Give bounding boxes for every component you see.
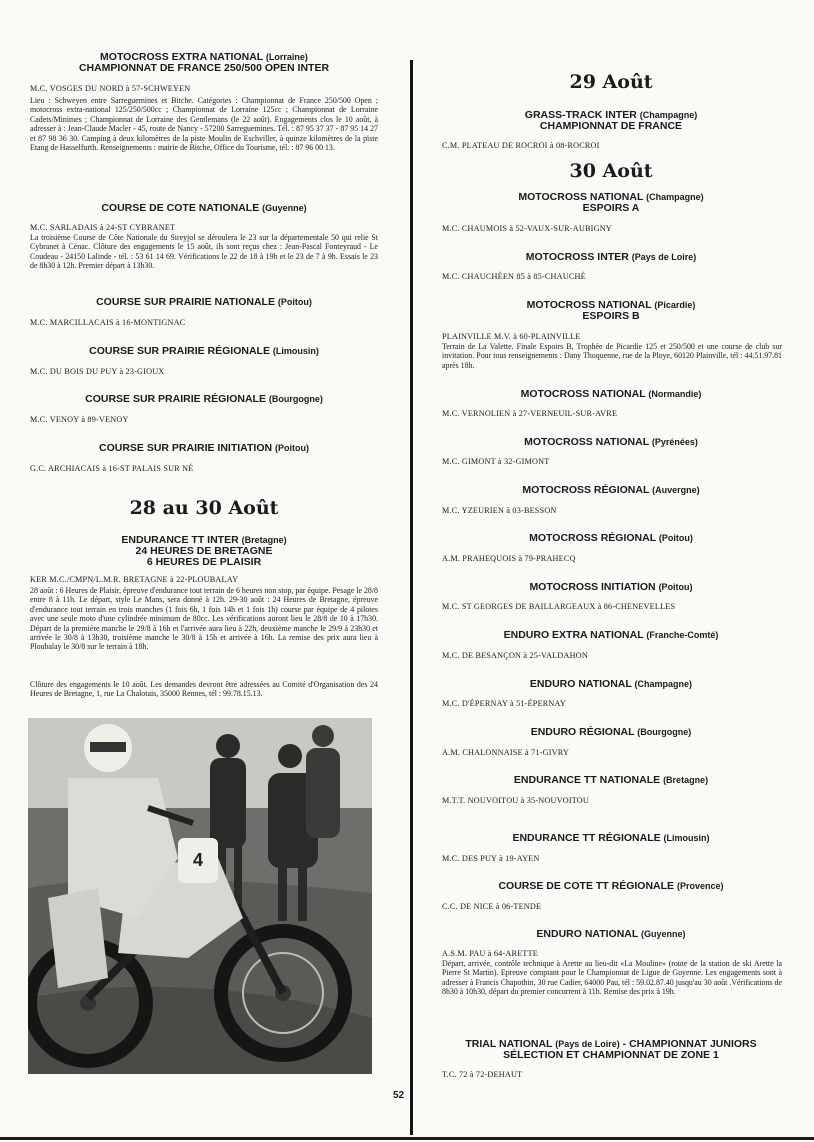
event-region: (Guyenne) <box>262 203 307 213</box>
event-region: (Limousin) <box>663 833 710 843</box>
organizer: PLAINVILLE M.V. à 60-PLAINVILLE <box>442 332 581 341</box>
event-title: MOTOCROSS NATIONAL <box>524 436 649 448</box>
organizer: G.C. ARCHIACAIS à 16-ST PALAIS SUR NÉ <box>30 464 194 473</box>
event-subtitle: CHAMPIONNAT DE FRANCE <box>539 120 683 132</box>
event-title: MOTOCROSS NATIONAL <box>526 299 652 311</box>
svg-text:4: 4 <box>192 850 204 870</box>
event-enduro-bourgogne <box>438 727 784 738</box>
event-subtitle: 24 HEURES DE BRETAGNE <box>135 545 273 557</box>
event-region: (Franche-Comté) <box>646 630 719 640</box>
event-title: MOTOCROSS NATIONAL <box>520 388 646 400</box>
event-title: ENDURANCE TT RÉGIONALE <box>512 832 661 844</box>
event-title: COURSE SUR PRAIRIE NATIONALE <box>96 296 275 308</box>
organizer: M.C. ST GEORGES DE BAILLARGEAUX à 86-CHENEVELLES <box>442 602 676 611</box>
motocross-rider-photo <box>28 718 372 1074</box>
event-motocross-pays-de-loire <box>438 252 784 263</box>
event-title: ENDURO RÉGIONAL <box>530 726 635 738</box>
event-course-de-cote-guyenne <box>30 203 378 214</box>
event-title: COURSE DE COTE NATIONALE <box>101 202 260 214</box>
event-region: (Poitou) <box>658 533 693 543</box>
event-subtitle: ESPOIRS B <box>582 310 640 322</box>
event-title: ENDURANCE TT INTER <box>121 534 239 546</box>
date-heading: 28 au 30 Août <box>129 497 279 519</box>
event-subtitle: SÉLECTION ET CHAMPIONNAT DE ZONE 1 <box>503 1049 719 1061</box>
event-details: Lieu : Schweyen entre Sarreguemines et Bitche. Catégories : Championnat de France 250/500 Open ; motocross extra-national 125/250/500cc ; Championnat de Lorraine 125cc ; Championnat de Lorraine Cadets/Minimes ; Championnat de Lorraine des Gentlemans (le 22 août). Engagements clos le 10 août, à adresser à : Jean-Claude Macler - 45, route de Nancy - 57200 Sarreguemines. Tél. : 87 95 37 37 - 87 95 14 27 et 87 98 36 30. Camping à deux kilomètres de la piste Moulin de Eschviller, à quinze kilomètres de la piste Etang de Hasselfurth. Renseignements : mairie de Bitche, Office du Tourisme, tél. : 87 96 00 13. <box>30 96 378 153</box>
event-motocross-poitou <box>438 533 784 544</box>
organizer: M.C. VOSGES DU NORD à 57-SCHWEYEN <box>30 84 191 93</box>
column-divider <box>410 60 413 1135</box>
organizer: A.M. PRAHEQUOIS à 79-PRAHECQ <box>442 554 576 563</box>
date-heading: 29 Août <box>569 71 653 93</box>
organizer: M.C. CHAUCHÉEN 85 à 85-CHAUCHÉ <box>442 272 586 281</box>
event-motocross-lorraine <box>30 52 378 74</box>
organizer: M.C. DES PUY à 19-AYEN <box>442 854 540 863</box>
event-motocross-auvergne <box>438 485 784 496</box>
organizer: A.S.M. PAU à 64-ARETTE <box>442 949 538 958</box>
event-region: (Pyrénées) <box>651 437 698 447</box>
event-details-closing: Clôture des engagements le 10 août. Les demandes devront être adressées au Comité d'Organisation des 24 Heures de Bretagne, 1, rue La Chalotais, 35000 Rennes, tél : 99.78.15.13. <box>30 680 378 699</box>
organizer: M.C. VERNOLIEN à 27-VERNEUIL-SUR-AVRE <box>442 409 618 418</box>
event-motocross-initiation <box>438 582 784 593</box>
event-enduro-champagne <box>438 679 784 690</box>
event-subtitle: CHAMPIONNAT DE FRANCE 250/500 OPEN INTER <box>78 62 330 74</box>
event-motocross-picardie <box>438 300 784 322</box>
event-title: MOTOCROSS EXTRA NATIONAL <box>100 51 263 63</box>
event-prairie-bourgogne <box>30 394 378 405</box>
organizer: M.C. VENOY à 89-VENOY <box>30 415 129 424</box>
organizer: M.C. CHAUMOIS à 52-VAUX-SUR-AUBIGNY <box>442 224 612 233</box>
organizer: C.M. PLATEAU DE ROCROI à 08-ROCROI <box>442 141 600 150</box>
event-region: (Bourgogne) <box>637 727 692 737</box>
event-region: (Poitou) <box>658 582 693 592</box>
event-endurance-bretagne-nationale <box>438 775 784 786</box>
event-title: MOTOCROSS INITIATION <box>529 581 656 593</box>
event-region: (Picardie) <box>654 300 696 310</box>
event-title: MOTOCROSS RÉGIONAL <box>529 532 656 544</box>
event-grass-track <box>438 110 784 132</box>
event-title: COURSE DE COTE TT RÉGIONALE <box>498 880 675 892</box>
event-trial-pays-de-loire <box>438 1039 784 1061</box>
event-prairie-poitou <box>30 297 378 308</box>
event-enduro-franche-comte <box>438 630 784 641</box>
event-region: (Pays de Loire) <box>555 1039 620 1049</box>
organizer: A.M. CHALONNAISE à 71-GIVRY <box>442 748 570 757</box>
event-region: (Bretagne) <box>663 775 709 785</box>
event-region: (Champagne) <box>646 192 704 202</box>
event-title: MOTOCROSS NATIONAL <box>518 191 644 203</box>
event-details: Terrain de La Valette. Finale Espoirs B, Trophée de Picardie 125 et 250/500 et une course de club sur invitation. Pour tous renseignements : Dany Thoquenne, rue de la Ploye, 60120 Plainville, tél : 44.51.97.81 après 18h. <box>442 342 782 370</box>
event-title: GRASS-TRACK INTER <box>524 109 637 121</box>
event-title: ENDURO NATIONAL <box>536 928 639 940</box>
event-details: Départ, arrivée, contrôle technique à Arette au lieu-dit «La Mouline» (route de la station de ski Arette la Pierre St Martin). Epreuve comptant pour le Championnat de Ligue de Guyenne. Les engagements sont à adresser à Francis Chapothin, 30 rue Cadier, 64000 Pau, tél : 59.02.87.40 jusqu'au 30 août .Vérifications de 8h30 à 10h30, départ du premier concurrent à 11h. Remise des prix à 19h. <box>442 959 782 997</box>
organizer: C.C. DE NICE à 06-TENDE <box>442 902 542 911</box>
event-motocross-pyrenees <box>438 437 784 448</box>
event-title: ENDURANCE TT NATIONALE <box>513 774 661 786</box>
event-title: TRIAL NATIONAL <box>465 1038 553 1050</box>
event-region: (Pays de Loire) <box>631 252 697 262</box>
organizer: M.C. DU BOIS DU PUY à 23-GIOUX <box>30 367 165 376</box>
event-region: (Poitou) <box>277 297 312 307</box>
bottom-rule <box>0 1137 814 1140</box>
organizer: M.T.T. NOUVOITOU à 35-NOUVOITOU <box>442 796 590 805</box>
event-region: (Lorraine) <box>265 52 308 62</box>
event-title: COURSE SUR PRAIRIE INITIATION <box>99 442 273 454</box>
event-enduro-guyenne <box>438 929 784 940</box>
event-region: (Bourgogne) <box>268 394 323 404</box>
organizer: T.C. 72 à 72-DEHAUT <box>442 1070 523 1079</box>
event-title: ENDURO EXTRA NATIONAL <box>503 629 644 641</box>
organizer: M.C. GIMONT à 32-GIMONT <box>442 457 550 466</box>
event-region: (Limousin) <box>272 346 319 356</box>
event-region: (Auvergne) <box>652 485 700 495</box>
event-endurance-bretagne <box>30 535 378 568</box>
event-region: (Champagne) <box>634 679 693 689</box>
organizer: KER M.C./CMPN/L.M.R. BRETAGNE à 22-PLOUBALAY <box>30 575 239 584</box>
organizer: M.C. DE BESANÇON à 25-VALDAHON <box>442 651 588 660</box>
event-endurance-limousin <box>438 833 784 844</box>
event-title: COURSE SUR PRAIRIE RÉGIONALE <box>89 345 270 357</box>
organizer: M.C. SARLADAIS à 24-ST CYBRANET <box>30 223 176 232</box>
event-region: (Champagne) <box>639 110 698 120</box>
organizer: M.C. YZEURIEN à 03-BESSON <box>442 506 557 515</box>
event-prairie-initiation <box>30 443 378 454</box>
event-region: (Provence) <box>676 881 724 891</box>
event-subtitle: ESPOIRS A <box>582 202 640 214</box>
event-region: (Normandie) <box>648 389 702 399</box>
event-course-de-cote-provence <box>438 881 784 892</box>
event-title: COURSE SUR PRAIRIE RÉGIONALE <box>85 393 266 405</box>
date-heading: 30 Août <box>569 160 653 182</box>
event-subtitle: 6 HEURES DE PLAISIR <box>146 556 262 568</box>
organizer: M.C. MARCILLACAIS à 16-MONTIGNAC <box>30 318 186 327</box>
event-motocross-champagne <box>438 192 784 214</box>
event-region: (Poitou) <box>275 443 309 453</box>
event-details: 28 août : 6 Heures de Plaisir, épreuve d'endurance tout terrain de 6 heures non stop, par équipe. Pesage le 28/8 entre 8 à 11h. Le départ, style Le Mans, sera donné à 12h. 29-30 août : 24 Heures de Bretagne, épreuve d'endurance tout terrain en trois manches (1 fois 6h, 1 fois 14h et 1 fois 1h) course par équipe de 4 pilotes avec une seule moto d'une cylindrée minimum de 80cc. Les vérifications auront lieu le 28/8 de 10 à 17h30. Départ de la première manche le 29/8 à 16h et l'arrivée aura lieu à 22h, deuxième manche le 29/9 à 23h30 et arrivée le 30/8 à 13h30, troisième manche le 30/8 à 15h et arrivée à 16h. La remise des prix aura lieu à Ploubalay le 30/8 sur le terrain à 18h. <box>30 586 378 652</box>
page-number: 52 <box>393 1090 405 1101</box>
event-region: (Bretagne) <box>241 535 287 545</box>
organizer: M.C. D'ÉPERNAY à 51-ÉPERNAY <box>442 699 567 708</box>
event-title: MOTOCROSS INTER <box>525 251 629 263</box>
event-details: La troisième Course de Côte Nationale du Sireyjol se déroulera le 23 sur la départementale 50 qui relie St Cybranet à Cénac. Clôture des engagements le 15 août, ils sont reçus chez : Jean-Pascal Fonteyraud - Le Coudeau - 24150 Lalinde - tél. : 53 61 14 69. Vérifications le 22 de 18 à 19h et le 23 de 7 à 9h. Essais le 23 de 8h30 à 12h. Premier départ à 13h30. <box>30 233 378 271</box>
event-motocross-normandie <box>438 389 784 400</box>
event-title: MOTOCROSS RÉGIONAL <box>522 484 650 496</box>
event-region: (Guyenne) <box>641 929 686 939</box>
event-title: ENDURO NATIONAL <box>529 678 632 690</box>
event-title-rest: - CHAMPIONNAT JUNIORS <box>622 1038 757 1050</box>
event-prairie-limousin <box>30 346 378 357</box>
